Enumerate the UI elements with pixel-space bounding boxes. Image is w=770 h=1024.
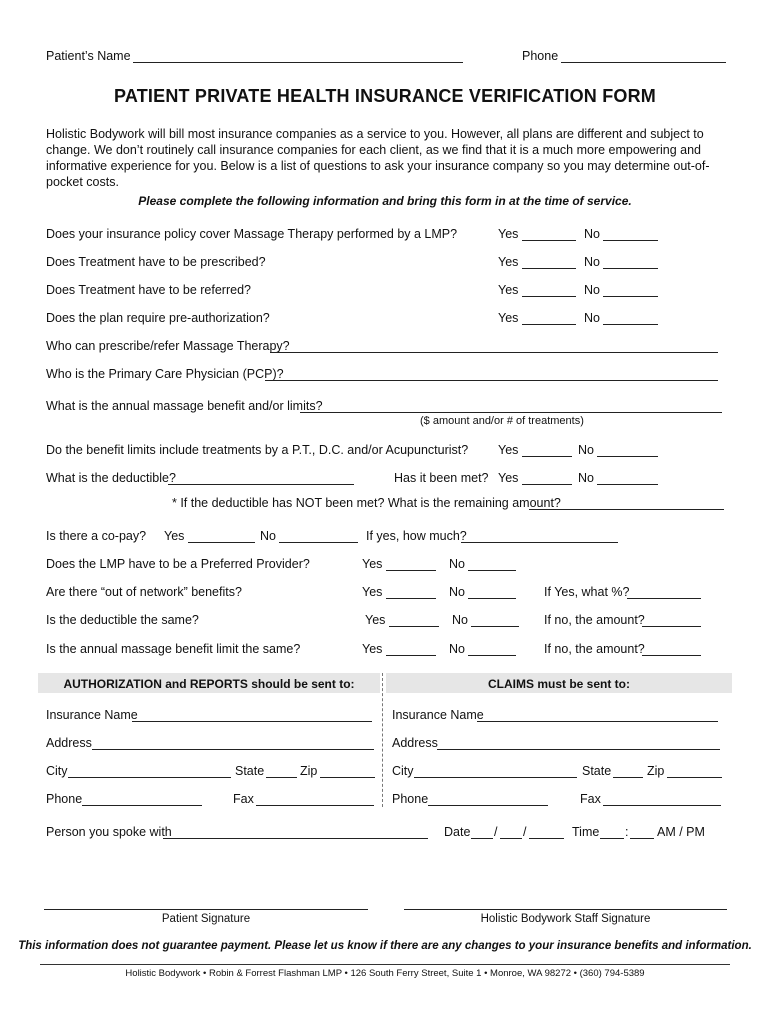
right-fax-label: Fax (580, 792, 601, 806)
instruction-text: Please complete the following information and bring this form in at the time of service. (138, 194, 632, 208)
date-separator: / (494, 825, 498, 839)
q9-no-field[interactable] (597, 484, 658, 485)
phone-field[interactable] (561, 62, 726, 63)
q12-extra-label: If Yes, what %? (544, 585, 630, 599)
question-q2: Does Treatment have to be prescribed? (46, 255, 266, 269)
q5-field[interactable] (270, 352, 718, 353)
q13-extra-label: If no, the amount? (544, 613, 645, 627)
q1-no-field[interactable] (603, 240, 658, 241)
question-q1: Does your insurance policy cover Massage Therapy performed by a LMP? (46, 227, 458, 241)
question-q3: Does Treatment have to be referred? (46, 283, 251, 297)
q2-no-field[interactable] (603, 268, 658, 269)
time-hour-field[interactable] (600, 838, 624, 839)
claims-header-bold: CLAIMS (487, 677, 534, 691)
right-address-field[interactable] (437, 749, 720, 750)
left-state-field[interactable] (266, 777, 297, 778)
question-q9: What is the deductible? (46, 471, 176, 485)
left-address-field[interactable] (92, 749, 374, 750)
question-q6: Who is the Primary Care Physician (PCP)? (46, 367, 284, 381)
left-state-label: State (235, 764, 265, 778)
question-q13: Is the deductible the same? (46, 613, 199, 627)
question-q5: Who can prescribe/refer Massage Therapy? (46, 339, 290, 353)
authorization-header: AUTHORIZATION and REPORTS should be sent to: (63, 677, 355, 691)
right-state-label: State (582, 764, 612, 778)
yes-label: Yes (362, 642, 383, 656)
time-separator: : (625, 825, 629, 839)
date-separator: / (523, 825, 527, 839)
disclaimer-text: This information does not guarantee payment. Please let us know if there are any changes to your insurance benefits and information. (18, 940, 752, 952)
q14-no-field[interactable] (468, 655, 516, 656)
question-q4: Does the plan require pre-authorization? (46, 311, 270, 325)
q4-no-field[interactable] (603, 324, 658, 325)
left-city-field[interactable] (68, 777, 231, 778)
q14-amount-field[interactable] (642, 655, 701, 656)
footer-contact: Holistic Bodywork • Robin & Forrest Flashman LMP • 126 South Ferry Street, Suite 1 • Monroe, WA 98272 • (360) 794-5389 (125, 968, 645, 979)
q3-yes-field[interactable] (522, 296, 576, 297)
right-phone-field[interactable] (428, 805, 548, 806)
yes-label: Yes (362, 585, 383, 599)
q12-no-field[interactable] (468, 598, 516, 599)
left-phone-label: Phone (46, 792, 83, 806)
q7-field[interactable] (300, 412, 722, 413)
right-address-label: Address (392, 736, 438, 750)
yes-label: Yes (362, 557, 383, 571)
left-insurance-name-field[interactable] (132, 721, 372, 722)
no-label: No (578, 443, 594, 457)
left-zip-field[interactable] (320, 777, 375, 778)
right-fax-field[interactable] (603, 805, 721, 806)
claims-header-rest: must be sent to: (533, 677, 630, 691)
no-label: No (584, 255, 600, 269)
right-city-field[interactable] (414, 777, 577, 778)
yes-label: Yes (498, 255, 519, 269)
no-label: No (584, 283, 600, 297)
ampm-label: AM / PM (657, 825, 705, 839)
question-q10: Is there a co-pay? (46, 529, 147, 543)
copay-howmuch-label: If yes, how much? (366, 529, 467, 543)
phone-label: Phone (522, 49, 559, 63)
question-q12: Are there “out of network” benefits? (46, 585, 242, 599)
person-spoke-label: Person you spoke with (46, 825, 172, 839)
no-label: No (449, 585, 465, 599)
staff-signature-label: Holistic Bodywork Staff Signature (480, 913, 651, 925)
date-year-field[interactable] (529, 838, 564, 839)
section-divider (382, 673, 383, 807)
patient-signature-label: Patient Signature (161, 913, 251, 925)
form-title: PATIENT PRIVATE HEALTH INSURANCE VERIFICATION FORM (114, 86, 656, 106)
no-label: No (584, 227, 600, 241)
yes-label: Yes (164, 529, 185, 543)
date-month-field[interactable] (471, 838, 493, 839)
yes-label: Yes (498, 227, 519, 241)
time-label: Time (572, 825, 600, 839)
deductible-remaining-field[interactable] (529, 509, 724, 510)
question-q7: What is the annual massage benefit and/or limits? (46, 399, 323, 413)
staff-signature-field[interactable] (404, 909, 727, 910)
no-label: No (260, 529, 276, 543)
time-minute-field[interactable] (630, 838, 654, 839)
q6-field[interactable] (265, 380, 718, 381)
left-zip-label: Zip (300, 764, 318, 778)
person-spoke-field[interactable] (163, 838, 428, 839)
no-label: No (449, 642, 465, 656)
deductible-met-label: Has it been met? (394, 471, 489, 485)
question-q11: Does the LMP have to be a Preferred Provider? (46, 557, 310, 571)
copay-no-field[interactable] (279, 542, 358, 543)
no-label: No (584, 311, 600, 325)
right-insurance-name-field[interactable] (477, 721, 718, 722)
right-insurance-name-label: Insurance Name (392, 708, 484, 722)
q11-yes-field[interactable] (386, 570, 436, 571)
deductible-field[interactable] (168, 484, 354, 485)
patient-name-field[interactable] (133, 62, 463, 63)
q12-percent-field[interactable] (627, 598, 701, 599)
date-label: Date (444, 825, 471, 839)
left-address-label: Address (46, 736, 92, 750)
yes-label: Yes (498, 443, 519, 457)
right-zip-label: Zip (647, 764, 665, 778)
right-phone-label: Phone (392, 792, 429, 806)
yes-label: Yes (498, 471, 519, 485)
q14-yes-field[interactable] (386, 655, 436, 656)
question-q14: Is the annual massage benefit limit the same? (46, 642, 301, 656)
right-zip-field[interactable] (667, 777, 722, 778)
footer-divider (40, 964, 730, 965)
left-insurance-name-label: Insurance Name (46, 708, 138, 722)
deductible-remaining-note: * If the deductible has NOT been met? What is the remaining amount? (172, 496, 561, 510)
left-fax-label: Fax (233, 792, 254, 806)
q8-yes-field[interactable] (522, 456, 572, 457)
no-label: No (578, 471, 594, 485)
date-day-field[interactable] (500, 838, 522, 839)
right-state-field[interactable] (613, 777, 643, 778)
q4-yes-field[interactable] (522, 324, 576, 325)
q13-no-field[interactable] (471, 626, 519, 627)
q2-yes-field[interactable] (522, 268, 576, 269)
q7-note: ($ amount and/or # of treatments) (420, 415, 584, 427)
q1-yes-field[interactable] (522, 240, 576, 241)
copay-yes-field[interactable] (188, 542, 255, 543)
q11-no-field[interactable] (468, 570, 516, 571)
q3-no-field[interactable] (603, 296, 658, 297)
right-city-label: City (392, 764, 414, 778)
question-q8: Do the benefit limits include treatments by a P.T., D.C. and/or Acupuncturist? (46, 443, 469, 457)
yes-label: Yes (498, 311, 519, 325)
q13-amount-field[interactable] (642, 626, 701, 627)
patient-name-label: Patient’s Name (46, 49, 131, 63)
q13-yes-field[interactable] (389, 626, 439, 627)
left-fax-field[interactable] (256, 805, 374, 806)
claims-header (386, 677, 732, 691)
no-label: No (449, 557, 465, 571)
intro-paragraph: Holistic Bodywork will bill most insurance companies as a service to you. However, all plans are different and subject to change. We don’t routinely call insurance companies for each client, as we find that it is a much more empowering and informative experience for you. Below is a list of questions to ask your insurance company so you may determine out-of-pocket costs. (46, 127, 710, 189)
q9-yes-field[interactable] (522, 484, 572, 485)
yes-label: Yes (365, 613, 386, 627)
patient-signature-field[interactable] (44, 909, 368, 910)
left-city-label: City (46, 764, 68, 778)
q8-no-field[interactable] (597, 456, 658, 457)
copay-amount-field[interactable] (461, 542, 618, 543)
q14-extra-label: If no, the amount? (544, 642, 645, 656)
left-phone-field[interactable] (82, 805, 202, 806)
no-label: No (452, 613, 468, 627)
q12-yes-field[interactable] (386, 598, 436, 599)
yes-label: Yes (498, 283, 519, 297)
